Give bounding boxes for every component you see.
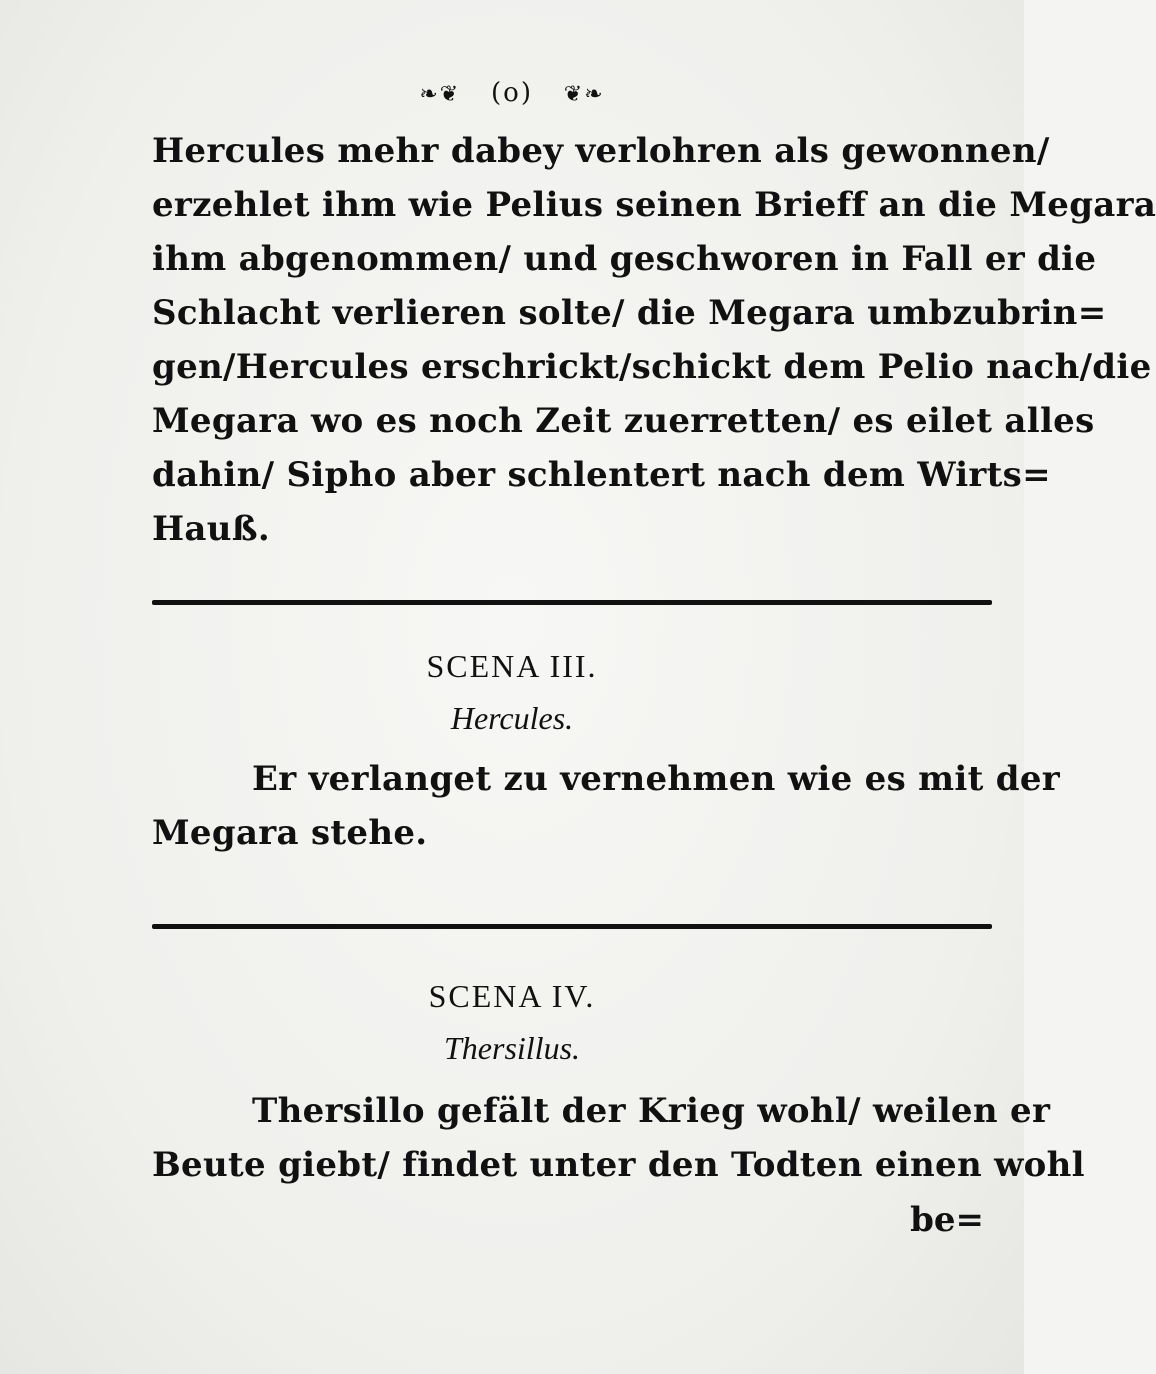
- text-line: Er verlanget zu vernehmen wie es mit der: [252, 759, 1060, 799]
- scene-4-title: SCENA IV.: [428, 978, 596, 1014]
- scene-4-text: [152, 1084, 1085, 1192]
- scene-4-character: Thersillus.: [443, 1030, 581, 1066]
- scene-3-title: SCENA III.: [426, 648, 598, 684]
- text-line: Thersillo gefält der Krieg wohl/ weilen er: [252, 1091, 1051, 1131]
- text-line: Megara wo es noch Zeit zuerretten/ es eilet alles: [152, 401, 1095, 441]
- ornament-right: ❦❧: [563, 82, 605, 107]
- text-line: Schlacht verlieren solte/ die Megara umbzubrin=: [152, 293, 1107, 333]
- ornament-left: ❧❦: [419, 82, 461, 107]
- text-line: dahin/ Sipho aber schlentert nach dem Wirts=: [152, 455, 1051, 495]
- catchword: be=: [910, 1200, 984, 1240]
- text-line: Beute giebt/ findet unter den Todten einen wohl: [152, 1145, 1085, 1185]
- divider-rule: [152, 600, 992, 605]
- text-line: ihm abgenommen/ und geschworen in Fall er die: [152, 239, 1097, 279]
- page-header: [0, 78, 1024, 108]
- scene-3-character: Hercules.: [450, 700, 574, 736]
- text-line: erzehlet ihm wie Pelius seinen Brieff an die Megara: [152, 185, 1156, 225]
- divider-rule: [152, 924, 992, 929]
- text-line: Hauß.: [152, 509, 271, 549]
- text-line: Hercules mehr dabey verlohren als gewonnen/: [152, 131, 1050, 171]
- text-line: gen/Hercules erschrickt/schickt dem Pelio nach/die: [152, 347, 1152, 387]
- page-marker: (o): [491, 78, 533, 108]
- text-line: Megara stehe.: [152, 813, 428, 853]
- paragraph-1: [152, 124, 1156, 556]
- scene-3-text: [152, 752, 1060, 860]
